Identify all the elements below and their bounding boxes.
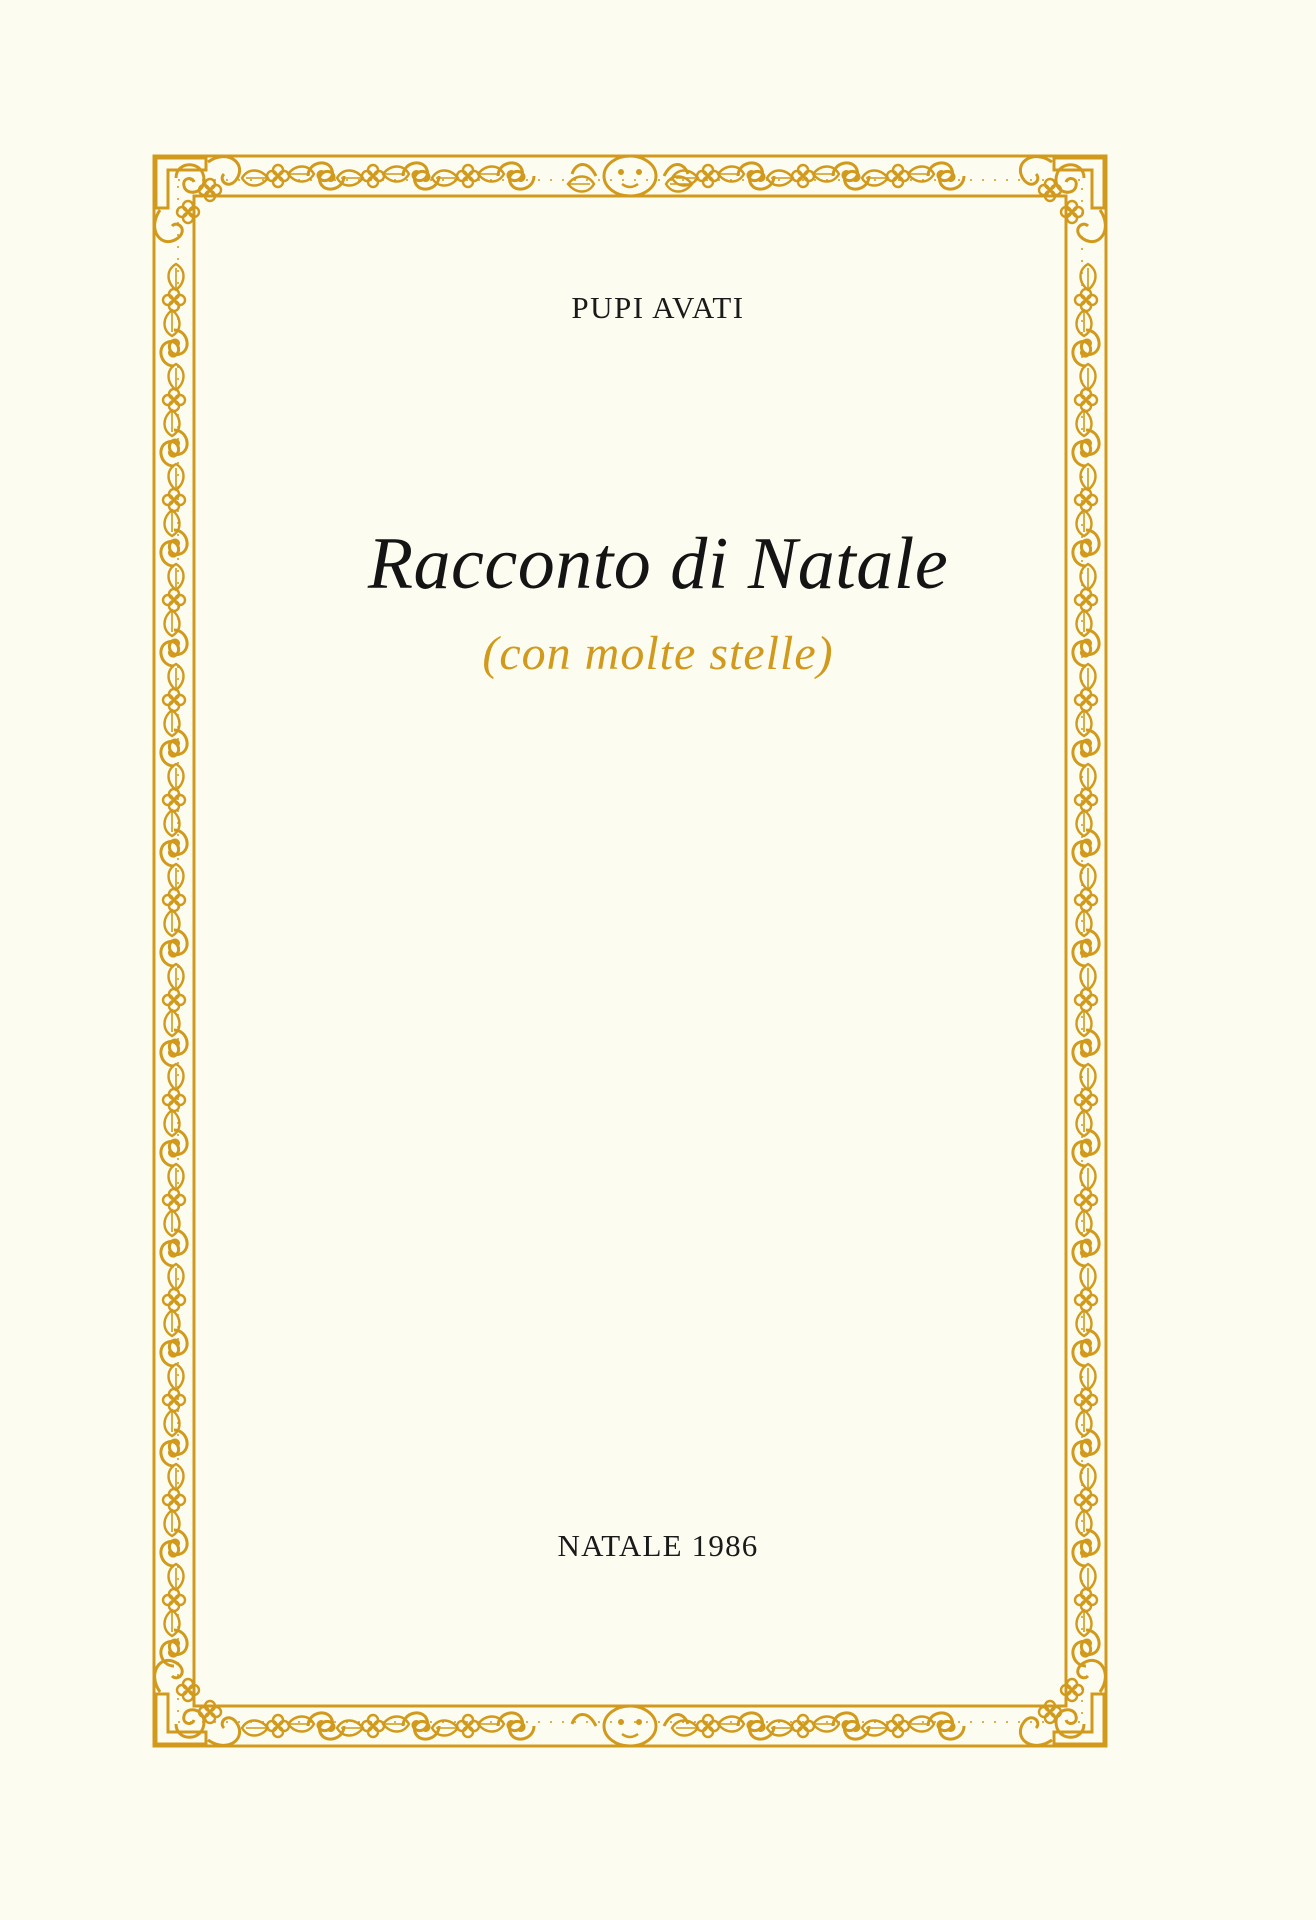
- book-title: Racconto di Natale: [367, 523, 949, 605]
- author-name: PUPI AVATI: [571, 290, 745, 325]
- publication-date: NATALE 1986: [557, 1528, 759, 1563]
- book-subtitle: (con molte stelle): [482, 627, 834, 680]
- ornamental-border: [148, 150, 1112, 1752]
